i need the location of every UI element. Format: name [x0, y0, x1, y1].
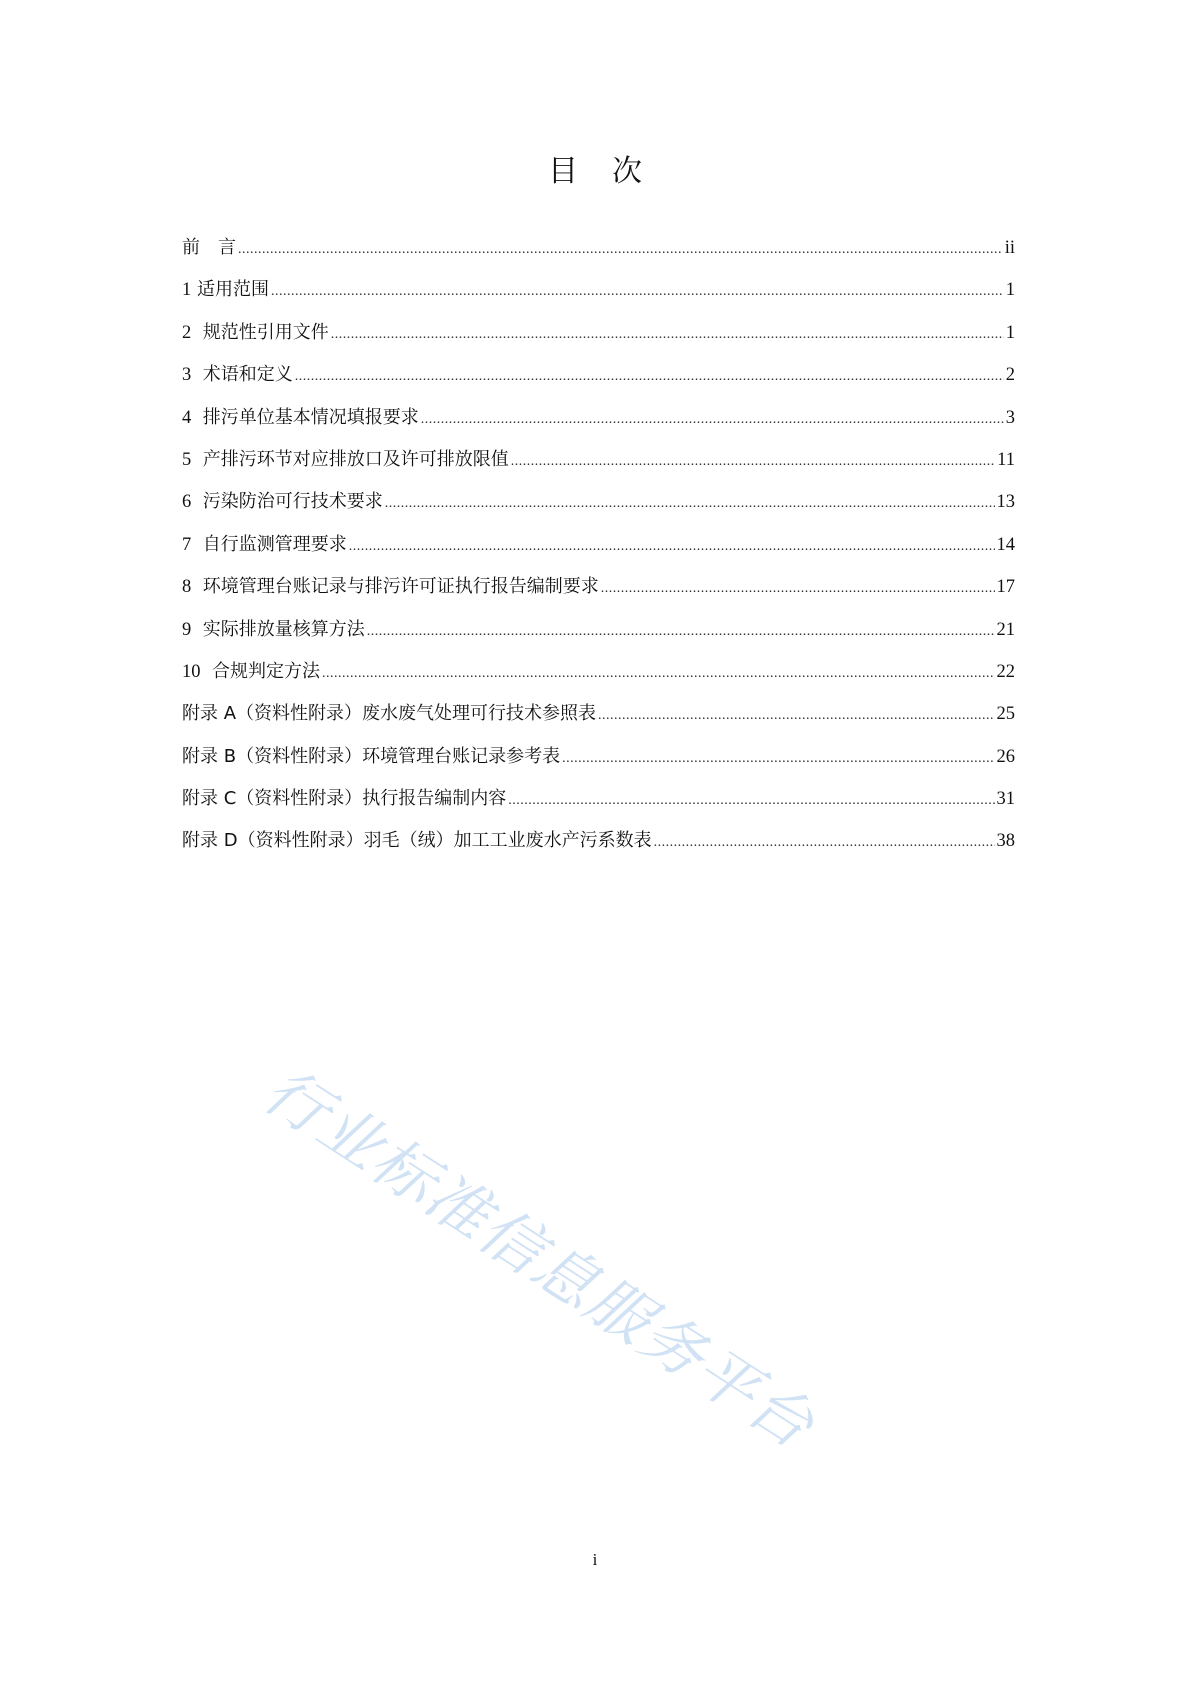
dot-leader [511, 449, 995, 475]
dot-leader [238, 237, 1003, 263]
page-title [0, 152, 1190, 192]
toc-entry[interactable] [182, 786, 1015, 828]
toc-entry-page: 3 [1005, 407, 1015, 428]
dot-leader [322, 661, 995, 687]
dot-leader [331, 322, 1004, 348]
toc-entry-page: ii [1004, 238, 1015, 258]
toc-entry-label: 附录 D（资料性附录）羽毛（绒）加工工业废水产污系数表 [182, 830, 652, 852]
dot-leader [421, 407, 1004, 433]
toc-entry[interactable] [182, 277, 1015, 319]
toc-entry-label: 7 自行监测管理要求 [182, 533, 347, 555]
toc-entry[interactable] [182, 320, 1015, 362]
dot-leader [601, 576, 995, 602]
toc-entry-page: 2 [1005, 365, 1015, 386]
toc-entry[interactable] [182, 405, 1015, 447]
page-number: i [592, 1550, 598, 1569]
toc-entry-label: 1 适用范围 [182, 279, 269, 301]
dot-leader [295, 364, 1004, 390]
dot-leader [508, 788, 994, 814]
toc-entry[interactable] [182, 659, 1015, 701]
toc-entry-page: 22 [996, 661, 1015, 682]
watermark: 行业标准信息服务平台 [251, 1053, 828, 1464]
toc-entry-label: 10 合规判定方法 [182, 660, 320, 682]
dot-leader [598, 703, 994, 729]
toc-entry-page: 26 [996, 746, 1015, 767]
toc-entry[interactable] [182, 235, 1015, 277]
toc-entry-page: 25 [996, 704, 1015, 725]
table-of-contents [182, 235, 1015, 871]
toc-entry-label: 3 术语和定义 [182, 364, 293, 386]
toc-entry-label: 4 排污单位基本情况填报要求 [182, 406, 419, 428]
toc-entry-label: 前 言 [182, 237, 236, 258]
toc-entry[interactable] [182, 532, 1015, 574]
toc-entry-page: 11 [997, 449, 1015, 470]
toc-entry[interactable] [182, 447, 1015, 489]
toc-entry-label: 附录 C（资料性附录）执行报告编制内容 [182, 788, 507, 810]
toc-entry-page: 21 [996, 619, 1015, 640]
toc-entry-label: 2 规范性引用文件 [182, 321, 329, 343]
dot-leader [349, 534, 995, 560]
toc-entry[interactable] [182, 617, 1015, 659]
toc-entry-label: 附录 B（资料性附录）环境管理台账记录参考表 [182, 745, 561, 767]
toc-entry[interactable] [182, 362, 1015, 404]
toc-entry-page: 13 [996, 492, 1015, 513]
dot-leader [367, 619, 995, 645]
title-part-2: 次 [612, 154, 642, 189]
toc-entry-label: 9 实际排放量核算方法 [182, 618, 365, 640]
toc-entry-label: 附录 A（资料性附录）废水废气处理可行技术参照表 [182, 703, 597, 725]
toc-entry[interactable] [182, 701, 1015, 743]
dot-leader [654, 830, 995, 856]
toc-entry[interactable] [182, 744, 1015, 786]
toc-entry-label: 8 环境管理台账记录与排污许可证执行报告编制要求 [182, 576, 599, 598]
toc-entry-label: 5 产排污环节对应排放口及许可排放限值 [182, 448, 509, 470]
dot-leader [562, 746, 994, 772]
toc-entry[interactable] [182, 489, 1015, 531]
toc-entry-page: 1 [1005, 322, 1015, 343]
toc-entry-page: 1 [1005, 280, 1015, 301]
toc-entry-page: 14 [996, 534, 1015, 555]
title-part-1: 目 [548, 154, 578, 189]
toc-entry-page: 38 [996, 831, 1015, 852]
toc-entry[interactable] [182, 574, 1015, 616]
toc-entry-label: 6 污染防治可行技术要求 [182, 491, 383, 513]
dot-leader [271, 279, 1004, 305]
toc-entry[interactable] [182, 828, 1015, 870]
toc-entry-page: 17 [996, 577, 1015, 598]
toc-entry-page: 31 [996, 789, 1015, 810]
dot-leader [385, 491, 995, 517]
